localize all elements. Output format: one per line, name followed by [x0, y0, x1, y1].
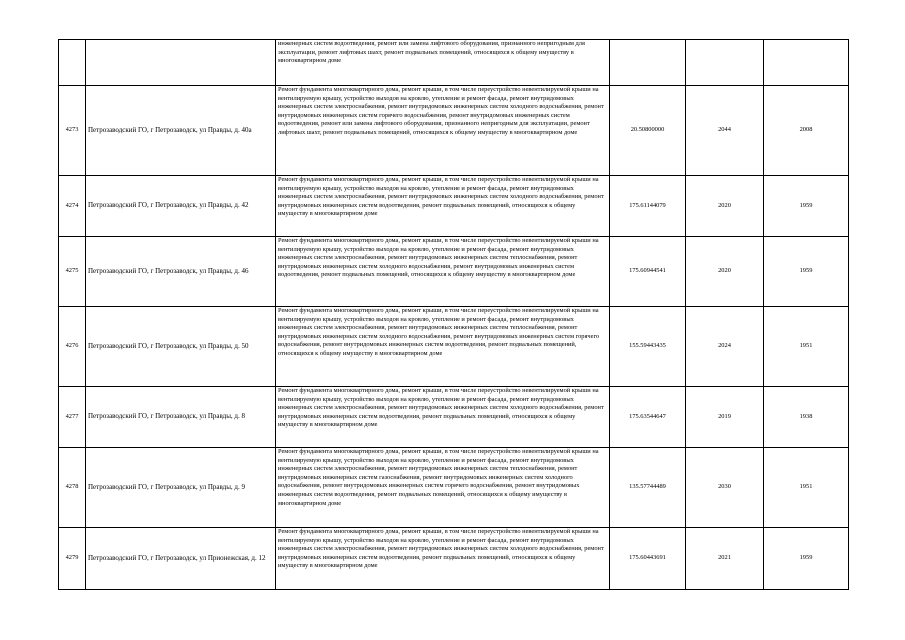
table-row — [59, 307, 849, 387]
table-row — [59, 528, 849, 590]
row-number: 4273 — [59, 86, 86, 176]
cost-cell: 175.60944541 — [610, 237, 686, 307]
cost-cell — [610, 40, 686, 86]
row-number — [59, 40, 86, 86]
cost-cell: 20.50800000 — [610, 86, 686, 176]
works-cell: инженерных систем водоотведения, ремонт или замена лифтового оборудования, признанного непригодным для эксплуатации, ремонт лифтовых шахт, ремонт подвальных помещений, относящихся к общему имуществу в многоквартирном доме — [276, 40, 610, 86]
row-number: 4278 — [59, 448, 86, 528]
address-cell — [86, 40, 276, 86]
table-row — [59, 176, 849, 237]
works-cell: Ремонт фундамента многоквартирного дома, ремонт крыши, в том числе переустройство невентилируемой крыши на вентилируемую крышу, устройство выходов на кровлю, утепление и ремонт фасада, ремонт внутридомовых инженерных систем электроснабжения, ремонт внутридомовых инженерных систем теплоснабжения, ремонт внутридомовых инженерных систем холодного водоснабжения, ремонт внутридомовых инженерных систем горячего водоснабжения, ремонт внутридомовых инженерных систем водоотведения, ремонт подвальных помещений, относящихся к общему имуществу в многоквартирном доме — [276, 307, 610, 387]
table-row — [59, 387, 849, 448]
built-year-cell: 1951 — [764, 448, 849, 528]
table-row — [59, 40, 849, 86]
planned-year-cell: 2030 — [686, 448, 764, 528]
planned-year-cell: 2021 — [686, 528, 764, 590]
address-cell: Петрозаводский ГО, г Петрозаводск, ул Прионежская, д. 12 — [86, 528, 276, 590]
planned-year-cell: 2044 — [686, 86, 764, 176]
address-cell: Петрозаводский ГО, г Петрозаводск, ул Правды, д. 9 — [86, 448, 276, 528]
table-row — [59, 86, 849, 176]
built-year-cell: 1938 — [764, 387, 849, 448]
works-cell: Ремонт фундамента многоквартирного дома, ремонт крыши, в том числе переустройство невентилируемой крыши на вентилируемую крышу, устройство выходов на кровлю, утепление и ремонт фасада, ремонт внутридомовых инженерных систем электроснабжения, ремонт внутридомовых инженерных систем теплоснабжения, ремонт внутридомовых инженерных систем холодного водоснабжения, ремонт внутридомовых инженерных систем водоотведения, ремонт подвальных помещений, относящихся к общему имуществу в многоквартирном доме — [276, 237, 610, 307]
planned-year-cell — [686, 40, 764, 86]
capital-repair-table — [58, 39, 849, 590]
address-cell: Петрозаводский ГО, г Петрозаводск, ул Правды, д. 40а — [86, 86, 276, 176]
address-cell: Петрозаводский ГО, г Петрозаводск, ул Правды, д. 42 — [86, 176, 276, 237]
planned-year-cell: 2020 — [686, 176, 764, 237]
built-year-cell: 2008 — [764, 86, 849, 176]
cost-cell: 135.57744489 — [610, 448, 686, 528]
planned-year-cell: 2024 — [686, 307, 764, 387]
built-year-cell: 1951 — [764, 307, 849, 387]
works-cell: Ремонт фундамента многоквартирного дома, ремонт крыши, в том числе переустройство невентилируемой крыши на вентилируемую крышу, устройство выходов на кровлю, утепление и ремонт фасада, ремонт внутридомовых инженерных систем электроснабжения, ремонт внутридомовых инженерных систем холодного водоснабжения, ремонт внутридомовых инженерных систем водоотведения, ремонт подвальных помещений, относящихся к общему имуществу в многоквартирном доме — [276, 176, 610, 237]
row-number: 4277 — [59, 387, 86, 448]
built-year-cell — [764, 40, 849, 86]
table-row — [59, 237, 849, 307]
address-cell: Петрозаводский ГО, г Петрозаводск, ул Правды, д. 50 — [86, 307, 276, 387]
cost-cell: 175.63544647 — [610, 387, 686, 448]
works-cell: Ремонт фундамента многоквартирного дома, ремонт крыши, в том числе переустройство невентилируемой крыши на вентилируемую крышу, устройство выходов на кровлю, утепление и ремонт фасада, ремонт внутридомовых инженерных систем электроснабжения, ремонт внутридомовых инженерных систем холодного водоснабжения, ремонт внутридомовых инженерных систем водоотведения, ремонт подвальных помещений, относящихся к общему имуществу в многоквартирном доме — [276, 528, 610, 590]
built-year-cell: 1959 — [764, 528, 849, 590]
works-cell: Ремонт фундамента многоквартирного дома, ремонт крыши, в том числе переустройство невентилируемой крыши на вентилируемую крышу, устройство выходов на кровлю, утепление и ремонт фасада, ремонт внутридомовых инженерных систем электроснабжения, ремонт внутридомовых инженерных систем теплоснабжения, ремонт внутридомовых инженерных систем газоснабжения, ремонт внутридомовых инженерных систем холодного водоснабжения, ремонт внутридомовых инженерных систем горячего водоснабжения, ремонт внутридомовых инженерных систем водоотведения, ремонт подвальных помещений, относящихся к общему имуществу в многоквартирном доме — [276, 448, 610, 528]
works-cell: Ремонт фундамента многоквартирного дома, ремонт крыши, в том числе переустройство невентилируемой крыши на вентилируемую крышу, устройство выходов на кровлю, утепление и ремонт фасада, ремонт внутридомовых инженерных систем электроснабжения, ремонт внутридомовых инженерных систем холодного водоснабжения, ремонт внутридомовых инженерных систем горячего водоснабжения, ремонт внутридомовых инженерных систем водоотведения, ремонт или замена лифтового оборудования, признанного непригодным для эксплуатации, ремонт лифтовых шахт, ремонт подвальных помещений, относящихся к общему имуществу в многоквартирном доме — [276, 86, 610, 176]
built-year-cell: 1959 — [764, 176, 849, 237]
row-number: 4274 — [59, 176, 86, 237]
table-row — [59, 448, 849, 528]
cost-cell: 155.59443435 — [610, 307, 686, 387]
address-cell: Петрозаводский ГО, г Петрозаводск, ул Правды, д. 46 — [86, 237, 276, 307]
built-year-cell: 1959 — [764, 237, 849, 307]
row-number: 4279 — [59, 528, 86, 590]
row-number: 4276 — [59, 307, 86, 387]
address-cell: Петрозаводский ГО, г Петрозаводск, ул Правды, д. 8 — [86, 387, 276, 448]
row-number: 4275 — [59, 237, 86, 307]
planned-year-cell: 2020 — [686, 237, 764, 307]
planned-year-cell: 2019 — [686, 387, 764, 448]
cost-cell: 175.61144079 — [610, 176, 686, 237]
cost-cell: 175.60443691 — [610, 528, 686, 590]
works-cell: Ремонт фундамента многоквартирного дома, ремонт крыши, в том числе переустройство невентилируемой крыши на вентилируемую крышу, устройство выходов на кровлю, утепление и ремонт фасада, ремонт внутридомовых инженерных систем электроснабжения, ремонт внутридомовых инженерных систем холодного водоснабжения, ремонт внутридомовых инженерных систем водоотведения, ремонт подвальных помещений, относящихся к общему имуществу в многоквартирном доме — [276, 387, 610, 448]
